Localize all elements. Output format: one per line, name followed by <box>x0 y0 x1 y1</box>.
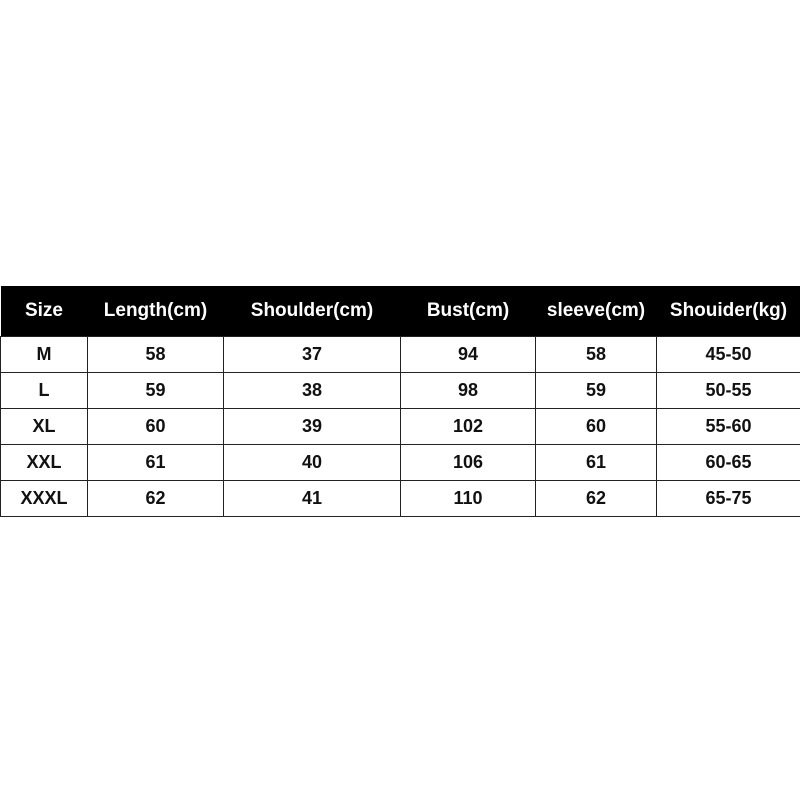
cell-sleeve: 62 <box>536 481 657 517</box>
cell-sleeve: 58 <box>536 337 657 373</box>
cell-shoulder: 41 <box>224 481 401 517</box>
cell-bust: 102 <box>401 409 536 445</box>
cell-size: L <box>1 373 88 409</box>
cell-sleeve: 60 <box>536 409 657 445</box>
header-row <box>1 286 800 337</box>
cell-weight: 55-60 <box>657 409 800 445</box>
cell-size: XL <box>1 409 88 445</box>
cell-sleeve: 61 <box>536 445 657 481</box>
header-length: Length(cm) <box>88 286 224 337</box>
table-row <box>1 445 800 481</box>
cell-weight: 45-50 <box>657 337 800 373</box>
table-row <box>1 337 800 373</box>
cell-weight: 60-65 <box>657 445 800 481</box>
header-shoulder: Shoulder(cm) <box>224 286 401 337</box>
header-size: Size <box>1 286 88 337</box>
size-chart-table <box>0 286 800 517</box>
cell-weight: 50-55 <box>657 373 800 409</box>
cell-length: 60 <box>88 409 224 445</box>
cell-size: XXL <box>1 445 88 481</box>
table-body <box>1 337 800 517</box>
cell-bust: 106 <box>401 445 536 481</box>
table-row <box>1 409 800 445</box>
cell-size: M <box>1 337 88 373</box>
cell-length: 61 <box>88 445 224 481</box>
cell-size: XXXL <box>1 481 88 517</box>
cell-bust: 94 <box>401 337 536 373</box>
cell-bust: 110 <box>401 481 536 517</box>
cell-sleeve: 59 <box>536 373 657 409</box>
cell-length: 59 <box>88 373 224 409</box>
cell-length: 62 <box>88 481 224 517</box>
cell-shoulder: 39 <box>224 409 401 445</box>
cell-shoulder: 38 <box>224 373 401 409</box>
cell-shoulder: 40 <box>224 445 401 481</box>
table-header <box>1 286 800 337</box>
cell-length: 58 <box>88 337 224 373</box>
cell-shoulder: 37 <box>224 337 401 373</box>
table-row <box>1 373 800 409</box>
table-row <box>1 481 800 517</box>
cell-weight: 65-75 <box>657 481 800 517</box>
header-weight: Shouider(kg) <box>657 286 800 337</box>
cell-bust: 98 <box>401 373 536 409</box>
header-bust: Bust(cm) <box>401 286 536 337</box>
header-sleeve: sleeve(cm) <box>536 286 657 337</box>
